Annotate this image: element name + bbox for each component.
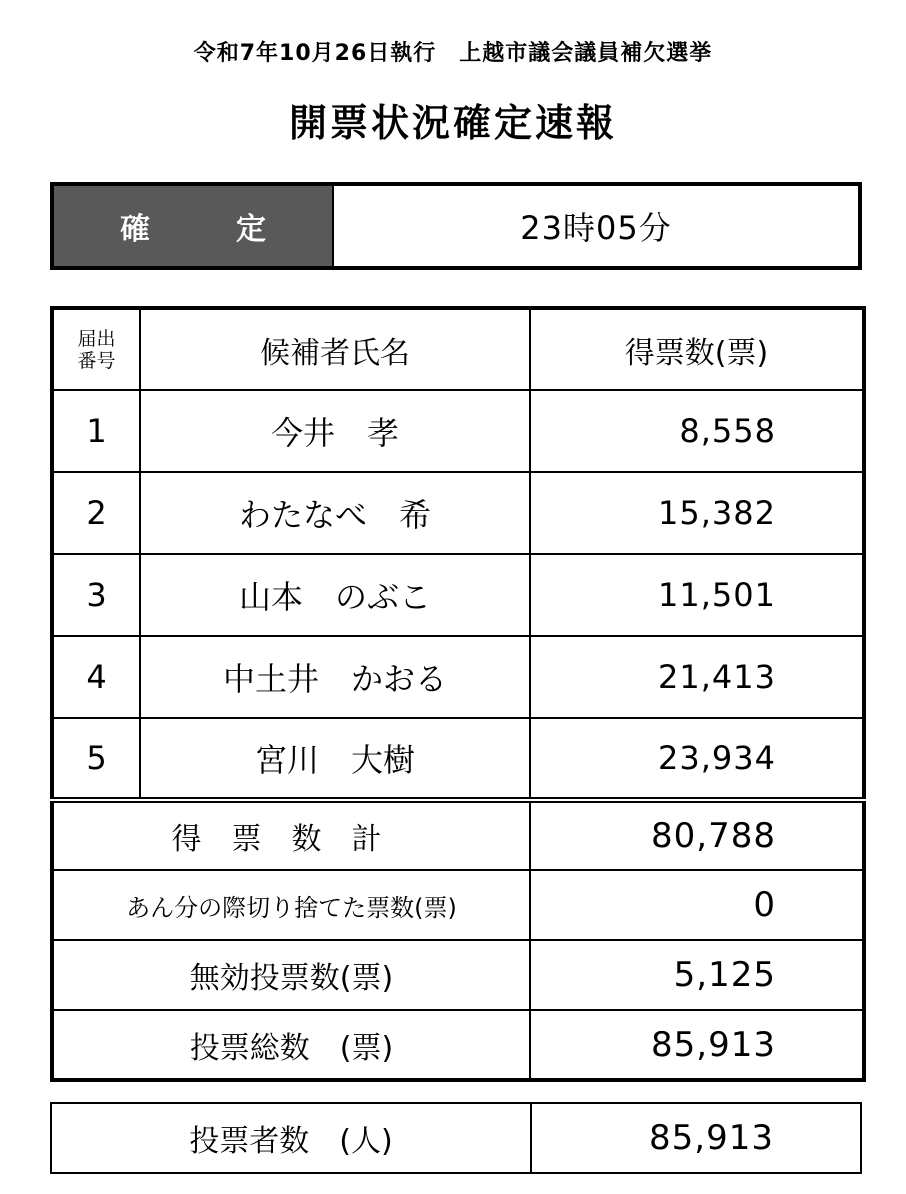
header-votes: 得票数(票) — [530, 308, 864, 390]
page-title: 開票状況確定速報 — [288, 101, 617, 145]
candidate-votes: 15,382 — [530, 472, 864, 554]
status-time: 23時05分 — [520, 209, 672, 247]
total-votes-row — [52, 800, 864, 870]
header-name: 候補者氏名 — [140, 308, 530, 390]
candidate-number: 5 — [52, 718, 140, 800]
candidate-name: 宮川 大樹 — [140, 718, 530, 800]
voters-box — [50, 1102, 862, 1174]
candidate-number: 1 — [52, 390, 140, 472]
candidate-name: 山本 のぶこ — [140, 554, 530, 636]
table-row — [52, 554, 864, 636]
status-label: 確 定 — [54, 186, 334, 266]
election-subtitle: 令和7年10月26日執行 上越市議会議員補欠選挙 — [193, 41, 713, 66]
table-row — [52, 718, 864, 800]
invalid-votes-row — [52, 940, 864, 1010]
candidate-number: 4 — [52, 636, 140, 718]
header-number — [52, 308, 140, 390]
truncated-votes-label: あん分の際切り捨てた票数(票) — [52, 870, 530, 940]
voters-label: 投票者数 (人) — [52, 1104, 532, 1172]
candidate-number: 2 — [52, 472, 140, 554]
voters-value: 85,913 — [649, 1118, 774, 1158]
header-number-line1: 届出 — [77, 327, 116, 350]
truncated-votes-row — [52, 870, 864, 940]
status-box — [50, 182, 862, 270]
total-votes-label: 得票数計 — [52, 800, 530, 870]
total-votes-value: 80,788 — [530, 800, 864, 870]
ballots-total-value: 85,913 — [530, 1010, 864, 1080]
invalid-votes-value: 5,125 — [530, 940, 864, 1010]
candidate-votes: 23,934 — [530, 718, 864, 800]
candidate-votes: 11,501 — [530, 554, 864, 636]
ballots-total-label: 投票総数 (票) — [52, 1010, 530, 1080]
candidate-name: 中土井 かおる — [140, 636, 530, 718]
results-table — [50, 306, 866, 1082]
ballots-total-row — [52, 1010, 864, 1080]
candidate-votes: 8,558 — [530, 390, 864, 472]
candidate-name: わたなべ 希 — [140, 472, 530, 554]
invalid-votes-label: 無効投票数(票) — [52, 940, 530, 1010]
table-row — [52, 636, 864, 718]
table-row — [52, 390, 864, 472]
candidate-votes: 21,413 — [530, 636, 864, 718]
candidate-name: 今井 孝 — [140, 390, 530, 472]
table-header-row — [52, 308, 864, 390]
candidate-number: 3 — [52, 554, 140, 636]
header-number-line2: 番号 — [77, 349, 116, 372]
truncated-votes-value: 0 — [530, 870, 864, 940]
table-row — [52, 472, 864, 554]
